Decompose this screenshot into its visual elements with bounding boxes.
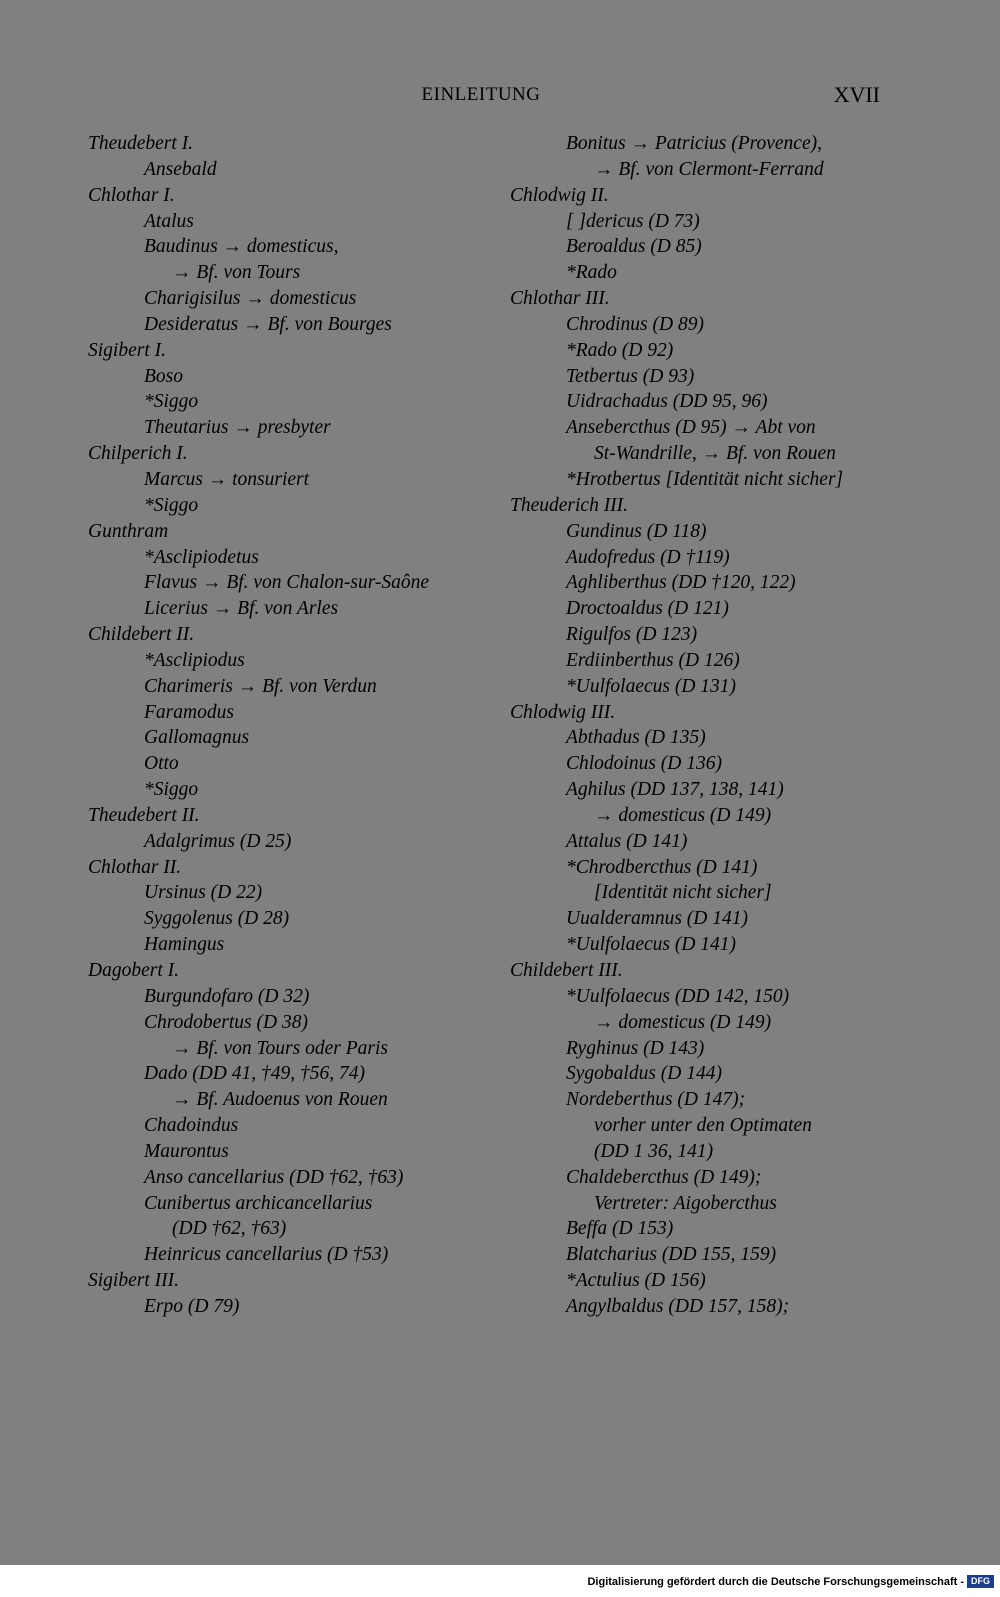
register-entry: Chrodinus (D 89) [566, 313, 704, 335]
register-entry: Charigisilus → domesticus [144, 288, 357, 310]
register-entry: Aghilus (DD 137, 138, 141) [566, 779, 784, 801]
register-entry: Flavus → Bf. von Chalon-sur-Saône [144, 572, 430, 594]
register-entry: Baudinus → domesticus, [144, 236, 339, 258]
ruler-heading: Theudebert I. [88, 133, 194, 154]
register-entry: *Siggo [144, 494, 199, 516]
register-entry: Uualderamnus (D 141) [566, 908, 748, 930]
register-entry: Aghliberthus (DD †120, 122) [566, 572, 796, 594]
ruler-heading: Chlothar I. [88, 184, 175, 206]
ruler-heading: Childebert III. [510, 960, 623, 981]
ruler-heading: Gunthram [88, 520, 169, 542]
register-entry: *Asclipiodetus [144, 546, 259, 568]
entry-continuation: → Bf. von Tours oder Paris [172, 1037, 388, 1059]
register-entry: Blatcharius (DD 155, 159) [566, 1244, 777, 1266]
register-entry: Anso cancellarius (DD †62, †63) [144, 1166, 404, 1188]
register-entry: *Asclipiodus [144, 649, 245, 671]
ruler-heading: Chlothar III. [510, 288, 610, 310]
register-entry: Chlodoinus (D 136) [566, 753, 722, 775]
register-entry: *Rado [566, 262, 617, 284]
register-entry: Licerius → Bf. von Arles [144, 598, 339, 620]
register-entry: Marcus → tonsuriert [144, 468, 310, 490]
register-entry: Beffa (D 153) [566, 1218, 674, 1240]
register-entry: Nordeberthus (D 147); [566, 1089, 746, 1111]
right-column [510, 131, 910, 1320]
register-entry: *Actulius (D 156) [566, 1270, 706, 1292]
running-header-title: EINLEITUNG [421, 84, 541, 105]
register-entry: Otto [144, 753, 179, 775]
entry-continuation: → domesticus (D 149) [594, 1011, 772, 1033]
register-entry: Adalgrimus (D 25) [144, 830, 292, 852]
register-entry: *Chrodbercthus (D 141) [566, 856, 758, 878]
register-entry: Theutarius → presbyter [144, 417, 331, 439]
ruler-heading: Chlodwig II. [510, 184, 609, 206]
register-entry: Ryghinus (D 143) [566, 1037, 705, 1059]
register-entry: Heinricus cancellarius (D †53) [144, 1244, 389, 1266]
entry-continuation: → Bf. Audoenus von Rouen [172, 1089, 388, 1111]
ruler-heading: Sigibert I. [88, 339, 166, 361]
register-entry: Bonitus → Patricius (Provence), [566, 133, 822, 154]
register-entry: *Uulfolaecus (D 141) [566, 934, 737, 956]
register-entry: Cunibertus archicancellarius [144, 1192, 373, 1214]
register-entry: Ansebald [144, 158, 217, 180]
register-entry: *Rado (D 92) [566, 339, 674, 361]
register-entry: [ ]dericus (D 73) [566, 210, 700, 232]
ruler-heading: Chlodwig III. [510, 701, 616, 723]
register-entry: Chaldebercthus (D 149); [566, 1166, 762, 1188]
register-entry: Droctoaldus (D 121) [566, 598, 729, 620]
entry-continuation: vorher unter den Optimaten [594, 1115, 812, 1137]
register-entry: Rigulfos (D 123) [566, 624, 698, 646]
page-number: XVII [833, 82, 880, 107]
register-entry: Maurontus [144, 1140, 229, 1162]
footer-credit: Digitalisierung gefördert durch die Deutsche Forschungsgemeinschaft - [587, 1576, 964, 1588]
entry-continuation: (DD 1 36, 141) [594, 1140, 714, 1162]
register-entry: *Uulfolaecus (DD 142, 150) [566, 985, 790, 1007]
register-entry: Faramodus [144, 701, 234, 723]
ruler-heading: Theudebert II. [88, 804, 200, 826]
ruler-heading: Sigibert III. [88, 1270, 179, 1292]
entry-continuation: Vertreter: Aigobercthus [594, 1192, 777, 1214]
register-entry: Boso [144, 365, 183, 387]
register-entry: Chadoindus [144, 1115, 239, 1137]
register-entry: Erdiinberthus (D 126) [566, 649, 740, 671]
register-entry: Ansebercthus (D 95) → Abt von [566, 417, 816, 439]
ruler-heading: Theuderich III. [510, 494, 629, 516]
register-entry: Desideratus → Bf. von Bourges [144, 313, 392, 335]
ruler-heading: Dagobert I. [88, 960, 179, 981]
register-entry: Dado (DD 41, †49, †56, 74) [144, 1063, 365, 1085]
register-entry: Erpo (D 79) [144, 1295, 240, 1317]
register-entry: Chrodobertus (D 38) [144, 1011, 308, 1033]
register-entry: Gundinus (D 118) [566, 520, 707, 542]
register-entry: Attalus (D 141) [566, 830, 688, 852]
register-entry: Sygobaldus (D 144) [566, 1063, 722, 1085]
dfg-logo: DFG [967, 1575, 994, 1588]
register-entry: Audofredus (D †119) [566, 546, 730, 568]
entry-continuation: → Bf. von Clermont-Ferrand [594, 158, 824, 180]
register-entry: Burgundofaro (D 32) [144, 985, 310, 1007]
register-entry: Syggolenus (D 28) [144, 908, 290, 930]
register-entry: *Siggo [144, 391, 199, 413]
register-entry: *Hrotbertus [Identität nicht sicher] [566, 468, 844, 490]
entry-continuation: (DD †62, †63) [172, 1218, 287, 1240]
ruler-heading: Chlothar II. [88, 856, 182, 878]
entry-continuation: → domesticus (D 149) [594, 804, 772, 826]
entry-continuation: St-Wandrille, → Bf. von Rouen [594, 443, 836, 465]
register-entry: *Uulfolaecus (D 131) [566, 675, 737, 697]
register-entry: Gallomagnus [144, 727, 250, 749]
register-entry: Uidrachadus (DD 95, 96) [566, 391, 768, 413]
register-entry: Ursinus (D 22) [144, 882, 263, 904]
footer-bar [0, 1565, 1000, 1597]
register-entry: Beroaldus (D 85) [566, 236, 702, 258]
register-entry: Atalus [144, 210, 194, 232]
ruler-heading: Childebert II. [88, 624, 195, 646]
register-entry: *Siggo [144, 779, 199, 801]
register-entry: Tetbertus (D 93) [566, 365, 695, 387]
entry-continuation: → Bf. von Tours [172, 262, 301, 284]
register-entry: Angylbaldus (DD 157, 158); [566, 1295, 790, 1317]
register-entry: Abthadus (D 135) [566, 727, 706, 749]
register-entry: Hamingus [144, 934, 225, 956]
register-entry: Charimeris → Bf. von Verdun [144, 675, 377, 697]
ruler-heading: Chilperich I. [88, 443, 188, 465]
entry-continuation: [Identität nicht sicher] [594, 882, 772, 904]
left-column [88, 131, 488, 1320]
